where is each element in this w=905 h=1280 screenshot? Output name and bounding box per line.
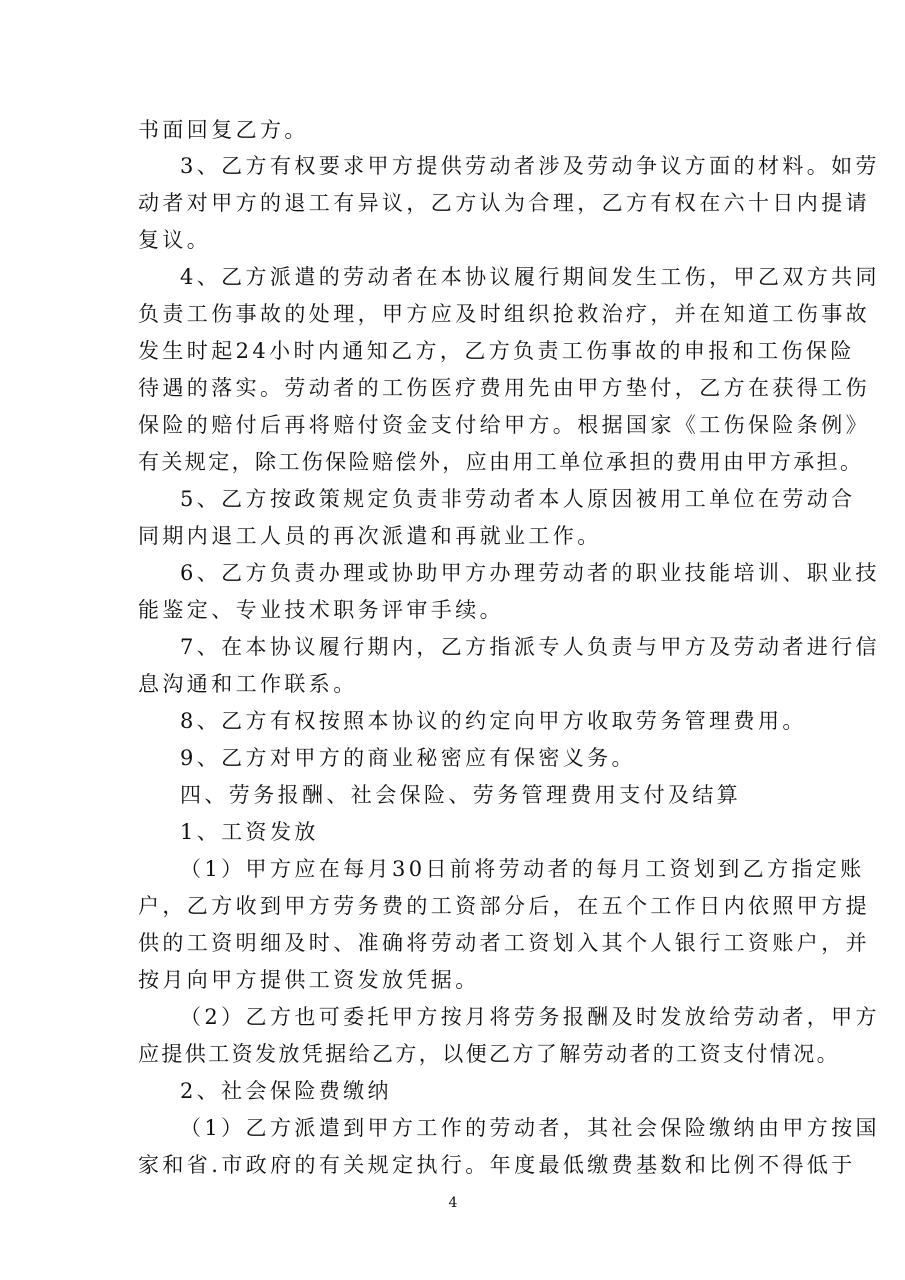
text-line: 复议。 bbox=[138, 228, 212, 252]
section-heading: 四、劳务报酬、社会保险、劳务管理费用支付及结算 bbox=[180, 783, 742, 807]
text-line: 应提供工资发放凭据给乙方，以便乙方了解劳动者的工资支付情况。 bbox=[138, 1042, 840, 1066]
text-line: 户，乙方收到甲方劳务费的工资部分后，在五个工作日内依照甲方提 bbox=[138, 894, 870, 918]
text-line: 9、乙方对甲方的商业秘密应有保密义务。 bbox=[180, 746, 636, 770]
text-line: 同期内退工人员的再次派遣和再就业工作。 bbox=[138, 524, 602, 548]
text-line: 发生时起24小时内通知乙方，乙方负责工伤事故的申报和工伤保险 bbox=[138, 339, 855, 363]
text-line: 供的工资明细及时、准确将劳动者工资划入其个人银行工资账户，并 bbox=[138, 931, 870, 955]
text-line: （1）甲方应在每月30日前将劳动者的每月工资划到乙方指定账 bbox=[180, 857, 865, 881]
text-line: 负责工伤事故的处理，甲方应及时组织抢救治疗，并在知道工伤事故 bbox=[138, 302, 870, 326]
text-line: 待遇的落实。劳动者的工伤医疗费用先由甲方垫付，乙方在获得工伤 bbox=[138, 376, 870, 400]
text-line: 有关规定，除工伤保险赔偿外，应由用工单位承担的费用由甲方承担。 bbox=[138, 450, 864, 474]
text-line: （1）乙方派遣到甲方工作的劳动者，其社会保险缴纳由甲方按国 bbox=[180, 1116, 880, 1140]
text-line: 能鉴定、专业技术职务评审手续。 bbox=[138, 598, 504, 622]
text-line: 按月向甲方提供工资发放凭据。 bbox=[138, 968, 480, 992]
text-line: 4、乙方派遣的劳动者在本协议履行期间发生工伤，甲乙双方共同 bbox=[180, 265, 880, 289]
text-line: 7、在本协议履行期内，乙方指派专人负责与甲方及劳动者进行信 bbox=[180, 635, 880, 659]
text-line: 6、乙方负责办理或协助甲方办理劳动者的职业技能培训、职业技 bbox=[180, 561, 880, 585]
subsection-heading: 1、工资发放 bbox=[180, 820, 319, 844]
text-line: 保险的赔付后再将赔付资金支付给甲方。根据国家《工伤保险条例》 bbox=[138, 413, 870, 437]
text-line: 3、乙方有权要求甲方提供劳动者涉及劳动争议方面的材料。如劳 bbox=[180, 154, 880, 178]
page-number: 4 bbox=[448, 1195, 458, 1211]
subsection-heading: 2、社会保险费缴纳 bbox=[180, 1079, 392, 1103]
text-line: 家和省.市政府的有关规定执行。年度最低缴费基数和比例不得低于 bbox=[138, 1153, 856, 1177]
text-line: （2）乙方也可委托甲方按月将劳务报酬及时发放给劳动者，甲方 bbox=[180, 1005, 880, 1029]
text-line: 8、乙方有权按照本协议的约定向甲方收取劳务管理费用。 bbox=[180, 709, 807, 733]
text-line: 书面回复乙方。 bbox=[138, 118, 309, 142]
text-line: 息沟通和工作联系。 bbox=[138, 672, 358, 696]
text-line: 5、乙方按政策规定负责非劳动者本人原因被用工单位在劳动合 bbox=[180, 487, 856, 511]
text-line: 动者对甲方的退工有异议，乙方认为合理，乙方有权在六十日内提请 bbox=[138, 191, 870, 215]
